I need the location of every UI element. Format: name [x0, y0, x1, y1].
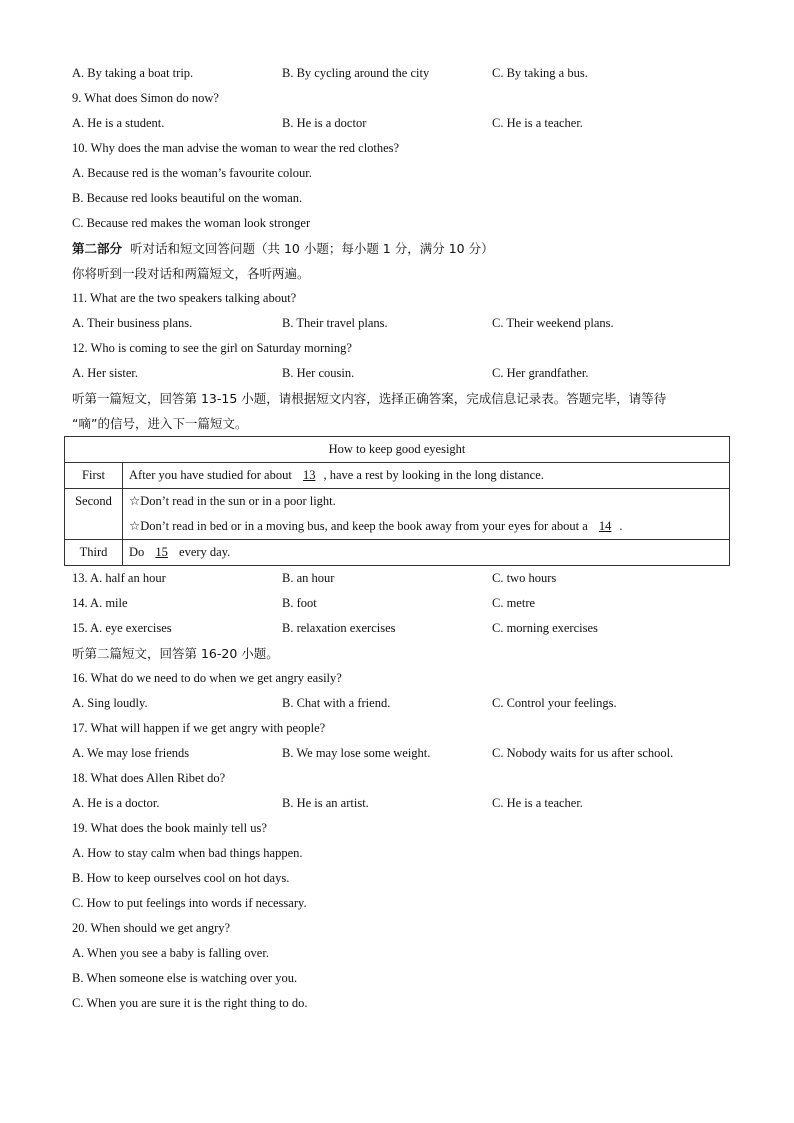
q13-options — [72, 566, 732, 591]
part2-subinstruction: 你将听到一段对话和两篇短文，各听两遍。 — [72, 266, 310, 281]
q12-stem: 12. Who is coming to see the girl on Saturday morning? — [72, 341, 352, 355]
q17-stem: 17. What will happen if we get angry with people? — [72, 721, 326, 735]
row-label-first: First — [65, 463, 123, 489]
part2-instruction: 听对话和短文回答问题（共 10 小题；每小题 1 分，满分 10 分） — [129, 241, 494, 256]
q14-options — [72, 591, 732, 616]
second-text-pre: ☆Don’t read in bed or in a moving bus, and keep the book away from your eyes for about a — [129, 519, 591, 533]
table-row-third — [65, 540, 730, 566]
part2-heading — [72, 236, 732, 261]
q12-options — [72, 361, 732, 386]
q11-options — [72, 311, 732, 336]
passage1-instruction-line2: “嘀”的信号，进入下一篇短文。 — [72, 416, 248, 431]
third-text-post: every day. — [175, 545, 231, 559]
q9-option-a: A. He is a student. — [72, 116, 165, 130]
third-text-pre: Do — [129, 545, 148, 559]
row-label-third: Third — [65, 540, 123, 566]
q9-option-c: C. He is a teacher. — [492, 116, 583, 130]
q13-option-c: C. two hours — [492, 571, 557, 585]
q8-option-b: B. By cycling around the city — [282, 66, 430, 80]
q15-options — [72, 616, 732, 641]
first-text-post: , have a rest by looking in the long distance. — [323, 468, 544, 482]
q15-option-b: B. relaxation exercises — [282, 621, 396, 635]
part2-title: 第二部分 — [72, 241, 123, 256]
q14-option-a: 14. A. mile — [72, 596, 128, 610]
q9-options — [72, 111, 732, 136]
passage1-instruction-line1: 听第一篇短文，回答第 13-15 小题，请根据短文内容，选择正确答案，完成信息记录表。答题完毕，请等待 — [72, 391, 667, 406]
q20-option-b: B. When someone else is watching over you. — [72, 971, 298, 985]
table-row-first — [65, 463, 730, 489]
q19-stem: 19. What does the book mainly tell us? — [72, 821, 267, 835]
first-text-pre: After you have studied for about — [129, 468, 295, 482]
q9-option-b: B. He is a doctor — [282, 116, 367, 130]
second-line1: ☆Don’t read in the sun or in a poor light. — [129, 494, 336, 508]
q16-options — [72, 691, 732, 716]
table-row-second — [65, 489, 730, 540]
q18-options — [72, 791, 732, 816]
q18-option-c: C. He is a teacher. — [492, 796, 583, 810]
q13-option-a: 13. A. half an hour — [72, 571, 166, 585]
q10-option-b: B. Because red looks beautiful on the woman. — [72, 191, 303, 205]
row-content-second — [123, 489, 730, 540]
q15-option-a: 15. A. eye exercises — [72, 621, 172, 635]
q17-options — [72, 741, 732, 766]
q12-option-a: A. Her sister. — [72, 366, 138, 380]
eyesight-table — [64, 436, 730, 566]
q20-stem: 20. When should we get angry? — [72, 921, 231, 935]
q16-option-b: B. Chat with a friend. — [282, 696, 391, 710]
q17-option-c: C. Nobody waits for us after school. — [492, 746, 674, 760]
second-line2 — [129, 514, 723, 539]
second-text-post: . — [619, 519, 623, 533]
table-title-row — [65, 437, 730, 463]
q8-option-c: C. By taking a bus. — [492, 66, 588, 80]
q20-option-a: A. When you see a baby is falling over. — [72, 946, 269, 960]
exam-page — [72, 61, 732, 1016]
blank-13: 13 — [302, 468, 316, 482]
q10-option-c: C. Because red makes the woman look stronger — [72, 216, 311, 230]
q19-option-a: A. How to stay calm when bad things happen. — [72, 846, 303, 860]
row-content-first — [123, 463, 730, 489]
q16-stem: 16. What do we need to do when we get angry easily? — [72, 671, 342, 685]
q11-stem: 11. What are the two speakers talking about? — [72, 291, 297, 305]
q15-option-c: C. morning exercises — [492, 621, 598, 635]
table-title: How to keep good eyesight — [65, 437, 730, 463]
q18-option-a: A. He is a doctor. — [72, 796, 160, 810]
q11-option-a: A. Their business plans. — [72, 316, 193, 330]
q10-option-a: A. Because red is the woman’s favourite colour. — [72, 166, 312, 180]
q18-option-b: B. He is an artist. — [282, 796, 369, 810]
q19-option-b: B. How to keep ourselves cool on hot days. — [72, 871, 290, 885]
q14-option-c: C. metre — [492, 596, 536, 610]
q9-stem: 9. What does Simon do now? — [72, 91, 219, 105]
q17-option-b: B. We may lose some weight. — [282, 746, 431, 760]
q16-option-a: A. Sing loudly. — [72, 696, 148, 710]
q13-option-b: B. an hour — [282, 571, 335, 585]
q8-option-a: A. By taking a boat trip. — [72, 66, 194, 80]
blank-14: 14 — [598, 519, 612, 533]
q14-option-b: B. foot — [282, 596, 317, 610]
q16-option-c: C. Control your feelings. — [492, 696, 617, 710]
q11-option-c: C. Their weekend plans. — [492, 316, 614, 330]
row-content-third — [123, 540, 730, 566]
blank-15: 15 — [155, 545, 168, 559]
row-label-second-text: Second — [75, 494, 112, 508]
passage2-instruction: 听第二篇短文，回答第 16-20 小题。 — [72, 646, 279, 661]
q12-option-b: B. Her cousin. — [282, 366, 355, 380]
q8-options — [72, 61, 732, 86]
q17-option-a: A. We may lose friends — [72, 746, 190, 760]
q19-option-c: C. How to put feelings into words if necessary. — [72, 896, 307, 910]
row-label-second — [65, 489, 123, 540]
q18-stem: 18. What does Allen Ribet do? — [72, 771, 226, 785]
q11-option-b: B. Their travel plans. — [282, 316, 388, 330]
q20-option-c: C. When you are sure it is the right thing to do. — [72, 996, 308, 1010]
q12-option-c: C. Her grandfather. — [492, 366, 589, 380]
q10-stem: 10. Why does the man advise the woman to wear the red clothes? — [72, 141, 400, 155]
